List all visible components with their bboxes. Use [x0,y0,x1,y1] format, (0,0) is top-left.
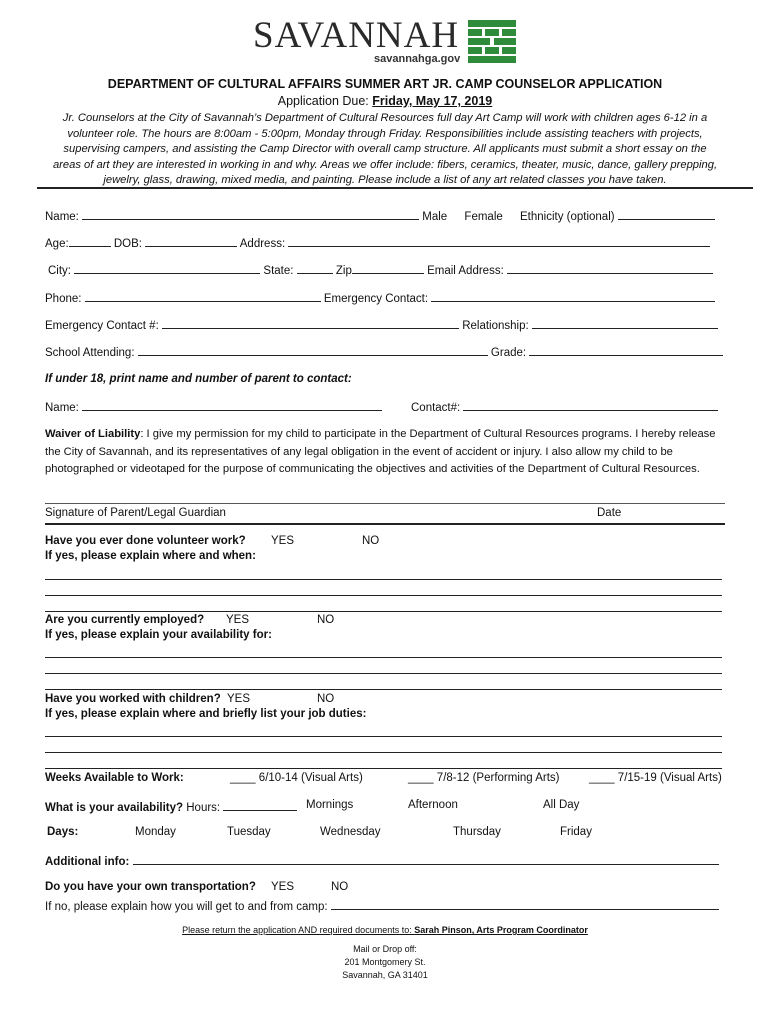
availability-row [45,799,297,814]
city-row [48,262,713,277]
volunteer-line-2[interactable] [45,595,722,596]
days-label: Days: [47,826,79,838]
section-divider [45,523,725,525]
female-option[interactable]: Female [464,211,503,223]
city-input[interactable] [74,262,260,274]
additional-input[interactable] [133,853,719,865]
application-due [0,94,770,108]
ethnicity-label: Ethnicity (optional) [519,211,615,223]
state-label: State: [263,265,294,277]
phone-label: Phone: [45,293,82,305]
school-row [45,344,723,359]
parent-name-label: Name: [45,402,79,414]
intro-paragraph: Jr. Counselors at the City of Savannah’s Department of Cultural Resources full day Art Camp will work with children ages 6-12 in a volunteer role. The hours are 8:00am - 5:00pm, Monday through Friday. Responsibilities include assisting teachers with projects, supervising campers, and assisting the Camp Director with overall camp structure. All applicants must submit a short essay on the areas of art they are interested in working in and why. Areas we offer include: fibers, ceramics, theater, music, dance, gallery prepping, jewelry, glass, drawing, mixed media, and painting. Please include a list of any art related classes you have taken. [52,112,718,186]
email-input[interactable] [507,262,713,274]
parent-contact-label: Contact#: [411,402,461,414]
phone-row [45,290,715,305]
ethnicity-input[interactable] [618,208,715,220]
name-input[interactable] [82,208,419,220]
dob-input[interactable] [145,235,237,247]
week-1-label: 6/10-14 (Visual Arts) [258,772,363,784]
mail-city: Savannah, GA 31401 [342,970,428,980]
allday-option[interactable]: All Day [543,799,580,811]
volunteer-question: Have you ever done volunteer work? [45,535,246,547]
header-divider [37,187,753,189]
waiver-paragraph [45,426,725,479]
children-question: Have you worked with children? [45,693,221,705]
emergency-contact-label: Emergency Contact: [323,293,429,305]
day-monday[interactable]: Monday [135,826,176,838]
hours-label: Hours: [186,802,221,814]
volunteer-yes[interactable]: YES [271,535,295,547]
emergency-number-label: Emergency Contact #: [45,320,159,332]
week-3-blank[interactable]: ____ [589,772,615,784]
return-instructions [0,925,770,935]
hours-input[interactable] [223,799,297,811]
children-line-1[interactable] [45,736,722,737]
children-line-2[interactable] [45,752,722,753]
parent-heading: If under 18, print name and number of parent to contact: [45,373,352,385]
age-label: Age: [45,238,69,250]
transport-explain-row [45,898,719,913]
return-name: Sarah Pinson, Arts Program Coordinator [414,925,588,935]
due-date: Friday, May 17, 2019 [372,94,493,108]
transport-explain: If no, please explain how you will get to and from camp: [45,901,328,913]
day-wednesday[interactable]: Wednesday [320,826,381,838]
school-label: School Attending: [45,347,135,359]
transport-input[interactable] [331,898,719,910]
relationship-label: Relationship: [462,320,529,332]
transport-yes[interactable]: YES [271,881,295,893]
name-label: Name: [45,211,79,223]
signature-line[interactable] [45,503,725,504]
employed-question: Are you currently employed? [45,614,205,626]
parent-contact-row [411,399,718,414]
volunteer-line-1[interactable] [45,579,722,580]
week-3-label: 7/15-19 (Visual Arts) [617,772,722,784]
logo-wordmark: SAVANNAH [253,15,460,56]
date-label: Date [597,507,622,519]
employed-line-3[interactable] [45,689,722,690]
parent-name-input[interactable] [82,399,382,411]
waiver-label: Waiver of Liability [45,428,141,440]
mornings-option[interactable]: Mornings [306,799,354,811]
children-yes[interactable]: YES [227,693,251,705]
week-3-option[interactable] [589,772,722,784]
age-row [45,235,710,250]
emergency-contact-input[interactable] [431,290,715,302]
employed-line-1[interactable] [45,657,722,658]
brick-logo-icon [468,20,516,63]
emergency-number-input[interactable] [162,317,459,329]
employed-line-2[interactable] [45,673,722,674]
grade-input[interactable] [529,344,723,356]
week-2-label: 7/8-12 (Performing Arts) [436,772,560,784]
additional-row [45,853,719,868]
transport-no[interactable]: NO [331,881,349,893]
name-row [45,208,715,223]
employed-no[interactable]: NO [317,614,335,626]
children-no[interactable]: NO [317,693,335,705]
children-explain: If yes, please explain where and briefly list your job duties: [45,708,367,720]
zip-label: Zip [335,265,352,277]
parent-name-row [45,399,382,414]
address-input[interactable] [288,235,710,247]
weeks-label: Weeks Available to Work: [45,772,184,784]
school-input[interactable] [138,344,488,356]
parent-contact-input[interactable] [463,399,718,411]
male-option[interactable]: Male [422,211,448,223]
due-prefix: Application Due: [277,94,373,108]
volunteer-no[interactable]: NO [362,535,380,547]
address-label: Address: [239,238,286,250]
day-tuesday[interactable]: Tuesday [227,826,271,838]
afternoon-option[interactable]: Afternoon [408,799,458,811]
availability-label: What is your availability? [45,802,184,814]
email-label: Email Address: [427,265,504,277]
day-thursday[interactable]: Thursday [453,826,501,838]
mail-street: 201 Montgomery St. [344,957,426,967]
dob-label: DOB: [113,238,142,250]
employed-yes[interactable]: YES [226,614,250,626]
employed-explain: If yes, please explain your availability for: [45,629,272,641]
relationship-input[interactable] [532,317,718,329]
children-line-3[interactable] [45,768,722,769]
day-friday[interactable]: Friday [560,826,592,838]
return-text: Please return the application AND required documents to: [182,925,415,935]
emergency-row [45,317,718,332]
signature-label: Signature of Parent/Legal Guardian [45,507,226,519]
additional-label: Additional info: [45,856,130,868]
city-label: City: [48,265,71,277]
transport-question: Do you have your own transportation? [45,881,256,893]
mail-label: Mail or Drop off: [353,944,417,954]
phone-input[interactable] [85,290,321,302]
age-input[interactable] [69,235,111,247]
state-input[interactable] [297,262,333,274]
waiver-text: : I give my permission for my child to participate in the Department of Cultural Resources programs. I hereby release the City of Savannah, and its representatives of any legal obligation in the event of accident or injury. I also allow my child to be photographed or videotaped for the purpose of communicating the objectives and activities of the Department of Cultural Resources. [45,428,716,475]
grade-label: Grade: [490,347,527,359]
volunteer-line-3[interactable] [45,611,722,612]
week-1-blank[interactable]: ____ [230,772,256,784]
form-title: DEPARTMENT OF CULTURAL AFFAIRS SUMMER ART JR. CAMP COUNSELOR APPLICATION [107,77,663,91]
week-2-blank[interactable]: ____ [408,772,434,784]
week-1-option[interactable] [230,772,363,784]
zip-input[interactable] [352,262,424,274]
logo-url: savannahga.gov [374,53,461,65]
week-2-option[interactable] [408,772,560,784]
volunteer-explain: If yes, please explain where and when: [45,550,256,562]
